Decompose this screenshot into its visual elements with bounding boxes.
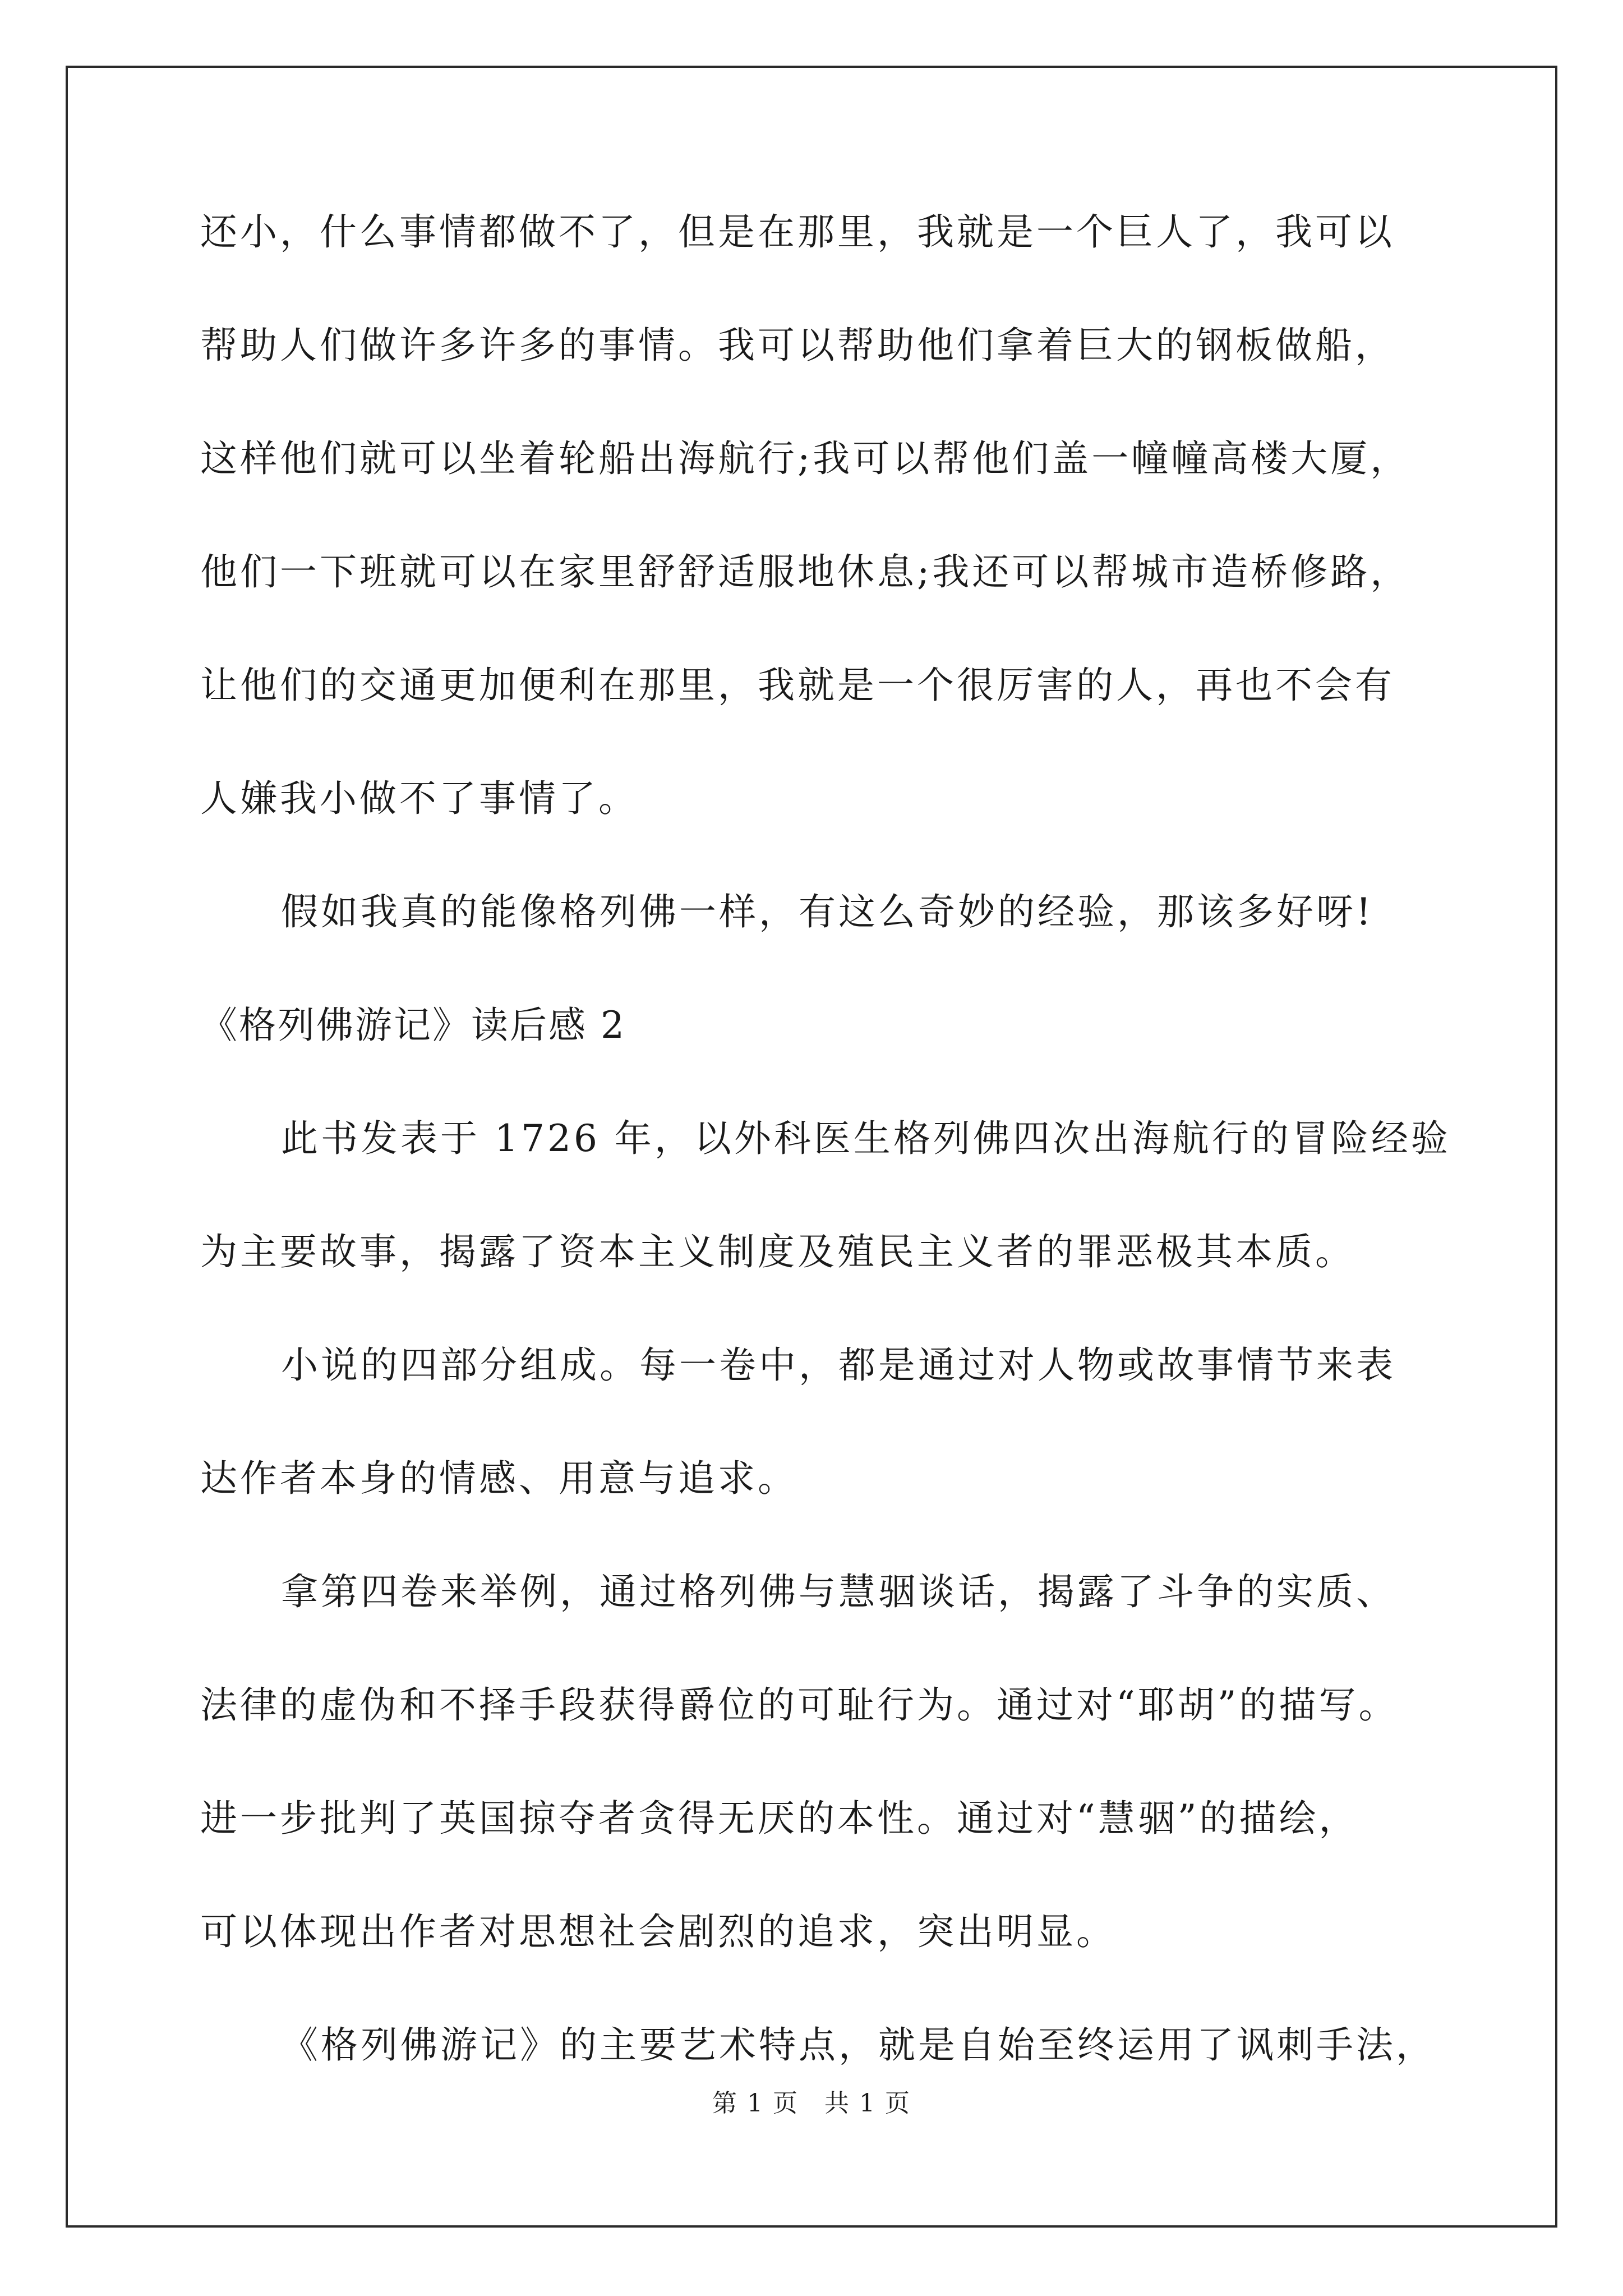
section-heading: 《格列佛游记》读后感 2 bbox=[200, 1004, 626, 1047]
paragraph-first-line: 拿第四卷来举例，通过格列佛与慧骃谈话，揭露了斗争的实质、 bbox=[281, 1570, 1396, 1613]
document-body bbox=[200, 209, 1456, 2135]
text-line: 让他们的交通更加便利在那里，我就是一个很厉害的人，再也不会有 bbox=[200, 664, 1395, 707]
paragraph-first-line: 《格列佛游记》的主要艺术特点，就是自始至终运用了讽刺手法， bbox=[281, 2023, 1436, 2067]
paragraph-first-line: 此书发表于 1726 年，以外科医生格列佛四次出海航行的冒险经验 bbox=[281, 1117, 1451, 1160]
page-footer: 第 1 页 共 1 页 bbox=[712, 2089, 911, 2118]
text-line: 进一步批判了英国掠夺者贪得无厌的本性。通过对“慧骃”的描绘， bbox=[200, 1797, 1359, 1840]
text-line: 人嫌我小做不了事情了。 bbox=[200, 777, 638, 820]
text-line: 为主要故事，揭露了资本主义制度及殖民主义者的罪恶极其本质。 bbox=[200, 1230, 1355, 1273]
text-line: 可以体现出作者对思想社会剧烈的追求，突出明显。 bbox=[200, 1910, 1116, 1953]
text-line: 这样他们就可以坐着轮船出海航行;我可以帮他们盖一幢幢高楼大厦， bbox=[200, 437, 1410, 480]
text-line: 还小，什么事情都做不了，但是在那里，我就是一个巨人了，我可以 bbox=[200, 210, 1395, 254]
paragraph-first-line: 假如我真的能像格列佛一样，有这么奇妙的经验，那该多好呀! bbox=[281, 890, 1374, 933]
text-line: 达作者本身的情感、用意与追求。 bbox=[200, 1457, 797, 1500]
text-line: 帮助人们做许多许多的事情。我可以帮助他们拿着巨大的钢板做船， bbox=[200, 324, 1395, 367]
text-line: 法律的虚伪和不择手段获得爵位的可耻行为。通过对“耶胡”的描写。 bbox=[200, 1683, 1399, 1727]
paragraph-first-line: 小说的四部分组成。每一卷中，都是通过对人物或故事情节来表 bbox=[281, 1343, 1396, 1387]
text-line: 他们一下班就可以在家里舒舒适服地休息;我还可以帮城市造桥修路， bbox=[200, 550, 1410, 593]
